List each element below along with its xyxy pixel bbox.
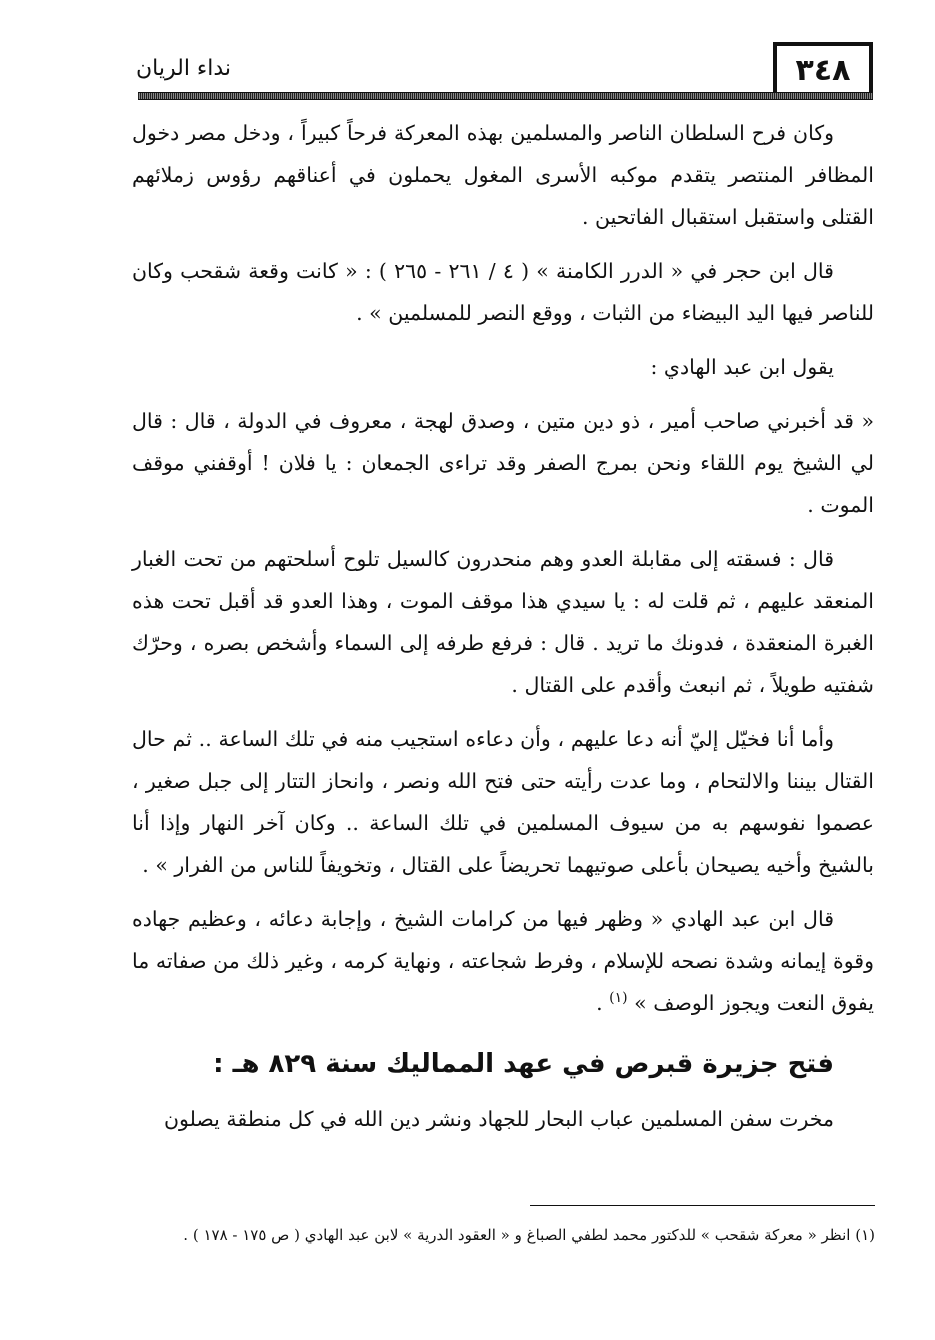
paragraph-5: قال : فسقته إلى مقابلة العدو وهم منحدرون كالسيل تلوح أسلحتهم من تحت الغبار المنعقد عليهم ، ثم قلت له : يا سيدي هذا موقف الموت ، وهذا العدو قد أقبل تحت هذه الغبرة المنعقدة ، فدونك ما تريد . قال : فرفع طرفه إلى السماء وأشخص بصره ، وحرّك شفتيه طويلاً ، ثم انبعث وأقدم على القتال . — [132, 547, 874, 697]
paragraph-6: وأما أنا فخيّل إليّ أنه دعا عليهم ، وأن دعاءه استجيب منه في تلك الساعة .. ثم حال القتال بيننا والالتحام ، وما عدت رأيته حتى فتح الله ونصر ، وانحاز التتار إلى جبل صغير ، عصموا نفوسهم به من سيوف المسلمين في تلك الساعة .. وكان آخر النهار وإذا أنا بالشيخ وأخيه يصيحان بأعلى صوتيهما تحريضاً على القتال ، وتخويفاً للناس من الفرار » . — [132, 727, 874, 877]
page-body — [132, 112, 874, 1152]
paragraph-7-text: قال ابن عبد الهادي « وظهر فيها من كرامات الشيخ ، وإجابة دعائه ، وعظيم جهاده وقوة إيمانه وشدة نصحه للإسلام ، وفرط شجاعته ، ونهاية كرمه ، وغير ذلك من صفاته ما يفوق النعت ويجوز الوصف » — [132, 907, 874, 1015]
footnote-reference[interactable]: (١) — [609, 990, 628, 1007]
paragraph-2: قال ابن حجر في « الدرر الكامنة » ( ٤ / ٢٦١ - ٢٦٥ ) : « كانت وقعة شقحب وكان للناصر فيها اليد البيضاء من الثبات ، ووقع النصر للمسلمين » . — [132, 259, 874, 325]
header-divider — [138, 92, 873, 100]
paragraph-7-end: . — [596, 991, 610, 1015]
section-heading: فتح جزيرة قبرص في عهد المماليك سنة ٨٢٩ هـ : — [213, 1049, 834, 1079]
paragraph-4: « قد أخبرني صاحب أمير ، ذو دين متين ، وصدق لهجة ، معروف في الدولة ، قال : قال لي الشيخ يوم اللقاء ونحن بمرج الصفر وقد تراءى الجمعان : يا فلان ! أوقفني موقف الموت . — [132, 409, 874, 517]
paragraph-7 — [132, 898, 874, 1024]
page-number: ٣٤٨ — [773, 42, 873, 94]
book-title: نداء الريان — [136, 56, 232, 81]
paragraph-8: مخرت سفن المسلمين عباب البحار للجهاد ونشر دين الله في كل منطقة يصلون — [163, 1107, 834, 1131]
footnote-text: (١) انظر « معركة شقحب » للدكتور محمد لطفي الصباغ و « العقود الدرية » لابن عبد الهادي ( ص ١٧٥ - ١٧٨ ) . — [183, 1226, 875, 1244]
footnote-divider — [530, 1205, 875, 1206]
paragraph-3: يقول ابن عبد الهادي : — [650, 355, 834, 379]
paragraph-1: وكان فرح السلطان الناصر والمسلمين بهذه المعركة فرحاً كبيراً ، ودخل مصر دخول المظافر المنتصر يتقدم موكبه الأسرى المغول يحملون في أعناقهم رؤوس زملائهم القتلى واستقبل استقبال الفاتحين . — [132, 121, 874, 229]
